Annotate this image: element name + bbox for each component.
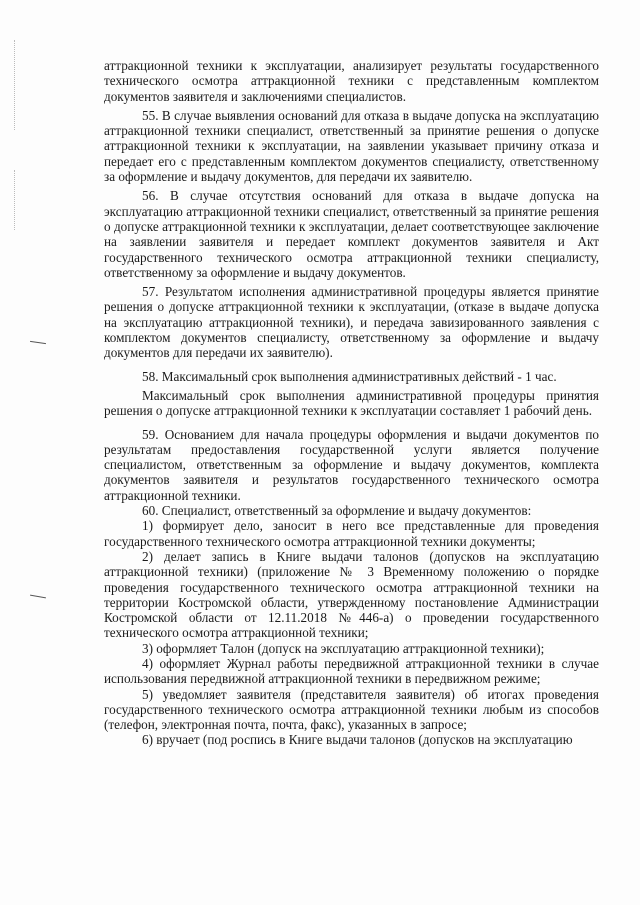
margin-mark	[30, 341, 46, 344]
list-item-60-4: 4) оформляет Журнал работы передвижной аттракционной техники в случае использования передвижной аттракционной техники в передвижном режиме;	[104, 655, 599, 687]
scan-edge-mark	[14, 170, 15, 230]
paragraph-58: 58. Максимальный срок выполнения административных действий - 1 час.	[142, 368, 557, 384]
paragraph-60: 60. Специалист, ответственный за оформление и выдачу документов:	[142, 503, 532, 519]
list-item-60-2: 2) делает запись в Книге выдачи талонов (допусков на эксплуатацию аттракционной техники) (приложение № 3 Временному положению о порядке проведения государственного технического осмотра аттракционной техники на территории Костромской области, утвержденному постановление Администрации Костромской области от 12.11.2018 №446-а) о проведении государственного технического осмотра аттракционной техники;	[104, 548, 599, 641]
list-item-60-3: 3) оформляет Талон (допуск на эксплуатацию аттракционной техники);	[142, 640, 545, 656]
paragraph-56: 56. В случае отсутствия оснований для отказа в выдаче допуска на эксплуатацию аттракционной техники специалист, ответственный за принятие решения о допуске аттракционной техники к эксплуатации, делает соответствующее заключение на заявлении заявителя и передает комплект документов заявителя и Акт государственного технического осмотра аттракционной техники специалисту, ответственному за оформление и выдачу документов.	[104, 188, 599, 280]
paragraph-55: 55. В случае выявления оснований для отказа в выдаче допуска на эксплуатацию аттракционной техники специалист, ответственный за принятие решения о допуске аттракционной техники к эксплуатации, на заявлении указывает причину отказа и передает его с представленным комплектом документов специалисту, ответственному за оформление и выдачу документов, для передачи их заявителю.	[104, 107, 599, 185]
list-item-60-5: 5) уведомляет заявителя (представителя заявителя) об итогах проведения государственного технического осмотра аттракционной техники любым из способов (телефон, электронная почта, почта, факс), указанных в запросе;	[104, 686, 599, 733]
paragraph-continuation: аттракционной техники к эксплуатации, анализирует результаты государственного технического осмотра аттракционной техники с представленным комплектом документов заявителя и заключениями специалистов.	[104, 58, 599, 104]
document-body	[104, 58, 599, 748]
list-item-60-6: 6) вручает (под роспись в Книге выдачи талонов (допусков на эксплуатацию	[142, 732, 573, 748]
list-item-60-1: 1) формирует дело, заносит в него все представленные для проведения государственного технического осмотра аттракционной техники документы;	[104, 518, 599, 549]
margin-mark	[30, 595, 46, 599]
paragraph-57: 57. Результатом исполнения административной процедуры является принятие решения о допуске аттракционной техники к эксплуатации, (отказе в выдаче допуска на эксплуатацию аттракционной техники), и передача завизированного заявления с комплектом документов специалисту, ответственному за оформление и выдачу документов для передачи их заявителю).	[104, 284, 599, 361]
scan-edge-mark	[14, 40, 15, 130]
paragraph-59: 59. Основанием для начала процедуры оформления и выдачи документов по результатам предоставления государственной услуги является получение специалистом, ответственным за оформление и выдачу документов, комплекта документов заявителя и результатов государственного технического осмотра аттракционной техники.	[104, 426, 599, 503]
paragraph-58-deadline: Максимальный срок выполнения административной процедуры принятия решения о допуске аттракционной техники к эксплуатации составляет 1 рабочий день.	[104, 387, 599, 419]
